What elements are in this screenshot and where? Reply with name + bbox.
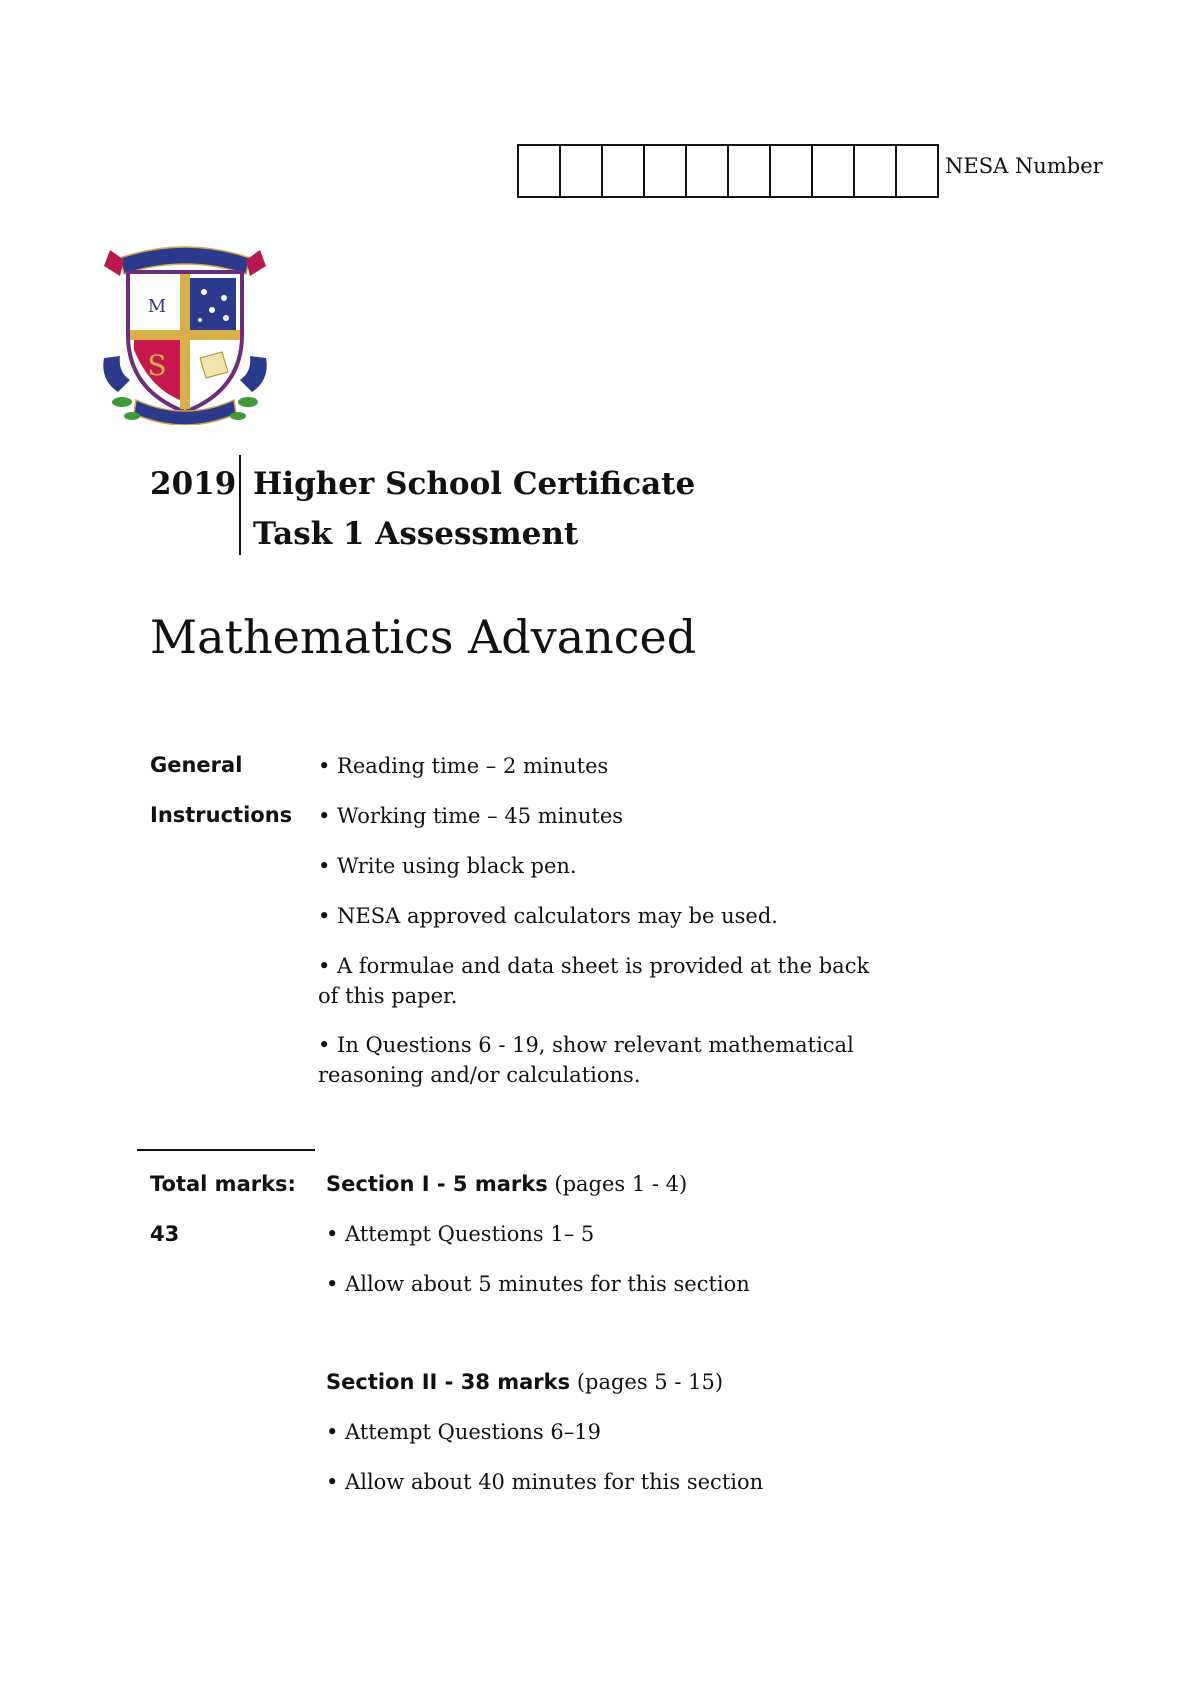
exam-year: 2019	[150, 466, 237, 502]
svg-text:M: M	[147, 296, 167, 317]
svg-text:S: S	[147, 349, 167, 382]
section-1-item: • Attempt Questions 1– 5	[326, 1222, 595, 1246]
instruction-item: • Working time – 45 minutes	[318, 804, 624, 828]
instructions-label: Instructions	[150, 803, 293, 827]
nesa-number-boxes[interactable]	[517, 144, 939, 198]
instruction-item: • NESA approved calculators may be used.	[318, 904, 778, 928]
exam-subtitle: Task 1 Assessment	[253, 516, 579, 552]
instruction-item: • Write using black pen.	[318, 854, 577, 878]
section-2-item: • Allow about 40 minutes for this section	[326, 1470, 764, 1494]
instruction-item: • Reading time – 2 minutes	[318, 754, 609, 778]
section-1-pages: (pages 1 - 4)	[554, 1172, 688, 1196]
section-2-item: • Attempt Questions 6–19	[326, 1420, 601, 1444]
section-2-pages: (pages 5 - 15)	[576, 1370, 724, 1394]
section-2-heading	[326, 1370, 723, 1394]
title-divider	[239, 455, 241, 555]
nesa-digit-box[interactable]	[603, 146, 645, 196]
nesa-digit-box[interactable]	[729, 146, 771, 196]
section-1-item: • Allow about 5 minutes for this section	[326, 1272, 750, 1296]
nesa-digit-box[interactable]	[813, 146, 855, 196]
nesa-digit-box[interactable]	[855, 146, 897, 196]
school-crest-logo	[100, 240, 270, 425]
subject-title: Mathematics Advanced	[150, 610, 697, 664]
general-label: General	[150, 753, 243, 777]
section-1-title: Section I - 5 marks	[326, 1172, 548, 1196]
section-divider	[137, 1149, 315, 1151]
nesa-digit-box[interactable]	[519, 146, 561, 196]
section-1-heading	[326, 1172, 687, 1196]
instruction-item: • In Questions 6 - 19, show relevant mathematical reasoning and/or calculations.	[318, 1033, 854, 1087]
section-2-title: Section II - 38 marks	[326, 1370, 571, 1394]
nesa-digit-box[interactable]	[687, 146, 729, 196]
exam-title: Higher School Certificate	[253, 466, 696, 502]
nesa-digit-box[interactable]	[771, 146, 813, 196]
nesa-digit-box[interactable]	[897, 146, 939, 196]
instruction-item: • A formulae and data sheet is provided at the back of this paper.	[318, 954, 870, 1008]
total-marks-label: Total marks:	[150, 1172, 296, 1196]
total-marks-value: 43	[150, 1222, 180, 1246]
nesa-number-label: NESA Number	[945, 154, 1103, 178]
nesa-digit-box[interactable]	[561, 146, 603, 196]
nesa-digit-box[interactable]	[645, 146, 687, 196]
